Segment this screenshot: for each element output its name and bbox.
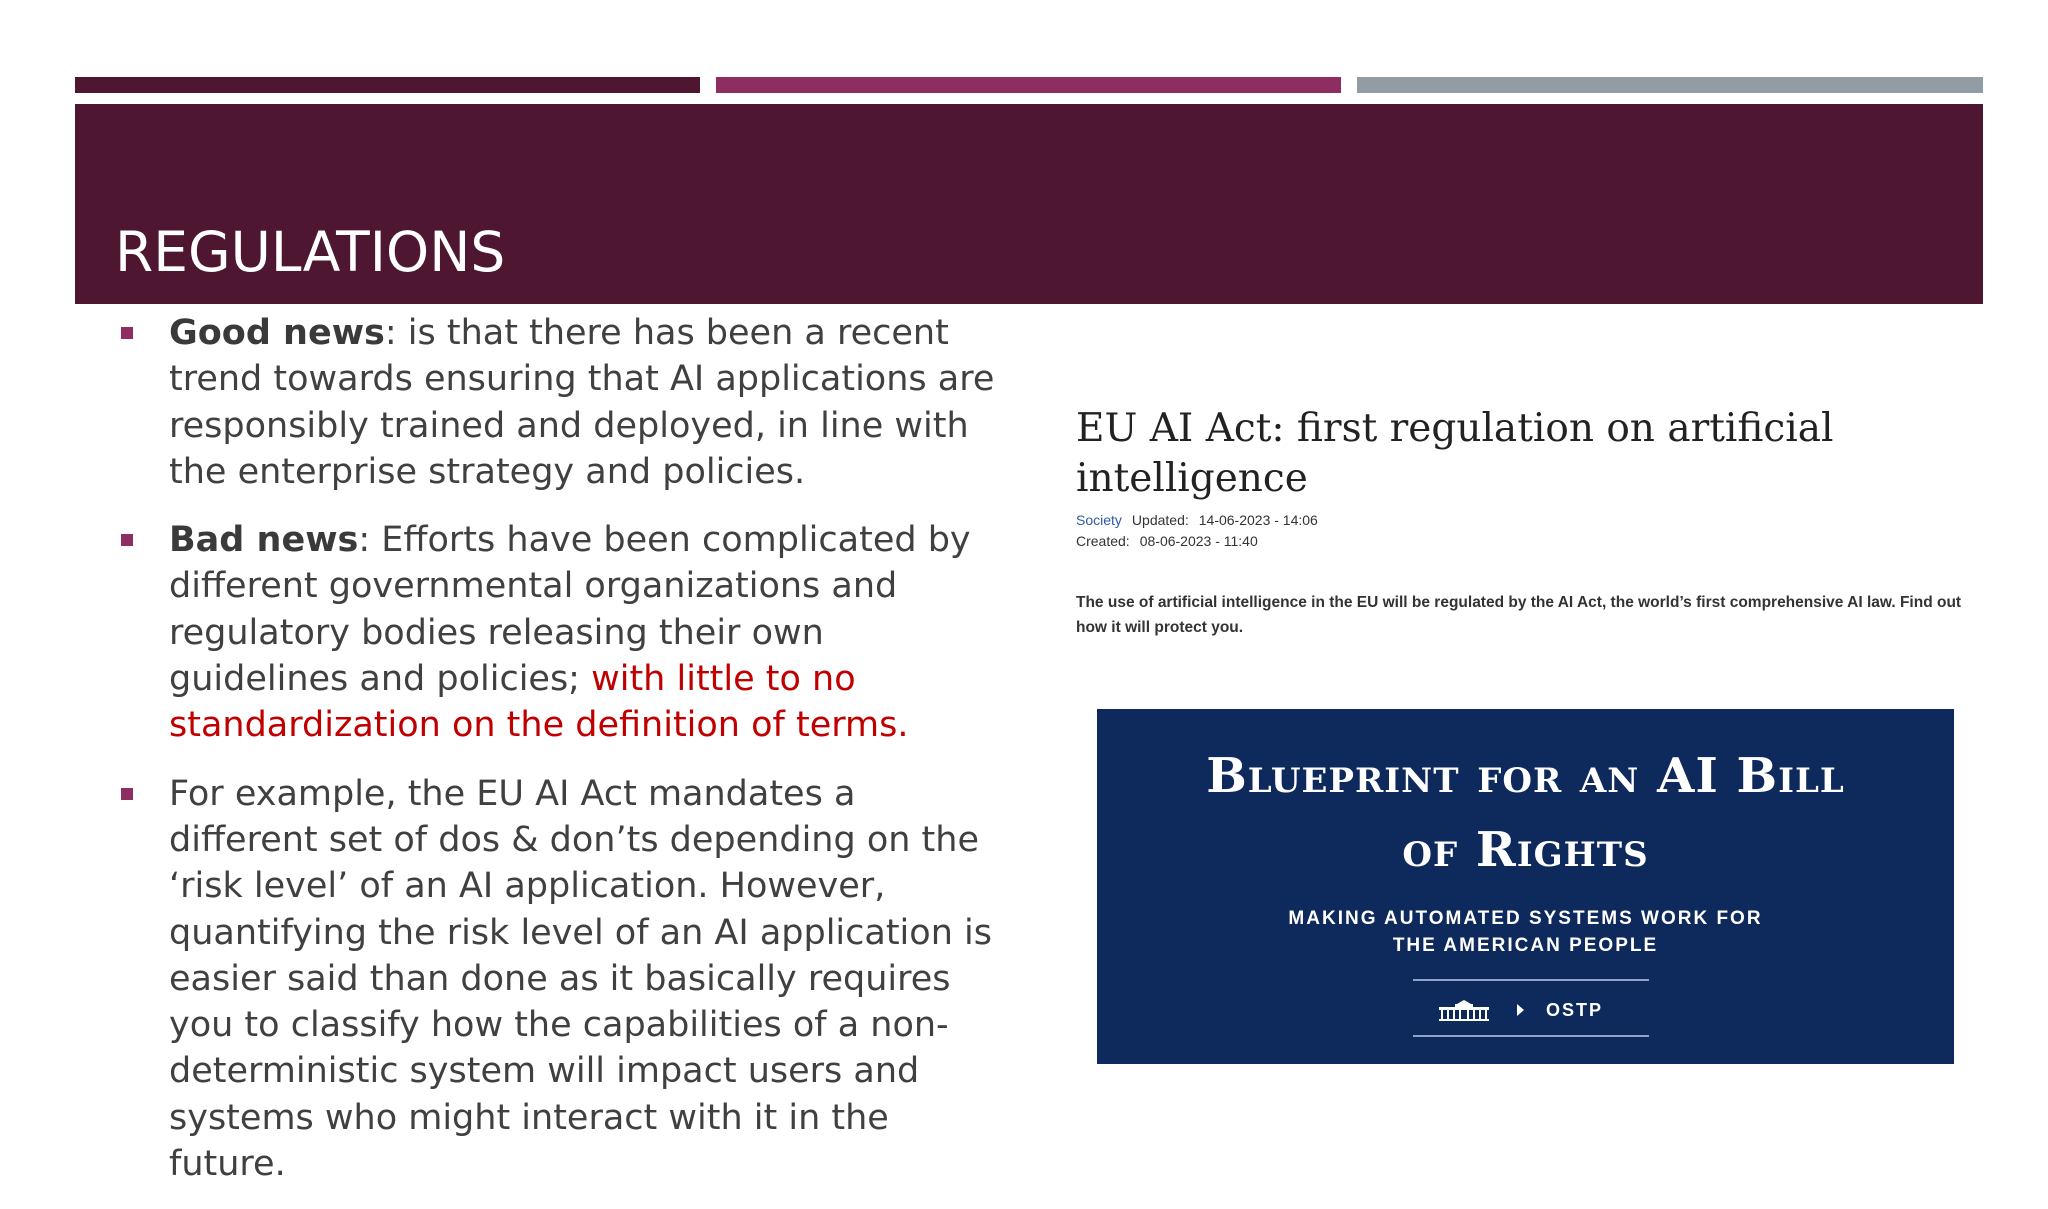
bullet-good-news <box>117 310 1007 495</box>
eu-ai-act-article-image <box>1076 404 1996 654</box>
blueprint-subtitle-line2: THE AMERICAN PEOPLE <box>1392 935 1659 956</box>
square-bullet-icon <box>121 788 133 800</box>
bullet-lead: Good news <box>169 313 385 353</box>
blueprint-subtitle <box>1097 905 1954 959</box>
play-icon <box>1517 1004 1524 1016</box>
article-meta <box>1076 510 1996 552</box>
ostp-label: OSTP <box>1546 999 1604 1020</box>
blueprint-ai-bill-of-rights-image <box>1097 709 1954 1064</box>
blueprint-title-line1: Blueprint for an AI Bill <box>1206 748 1845 804</box>
article-category-link: Society <box>1076 512 1122 528</box>
blueprint-subtitle-line1: MAKING AUTOMATED SYSTEMS WORK FOR <box>1288 908 1763 929</box>
article-headline: EU AI Act: first regulation on artificial intelligence <box>1076 406 1834 501</box>
bullet-bad-news <box>117 517 1007 748</box>
slide-title: REGULATIONS <box>115 220 506 284</box>
title-banner <box>75 104 1983 304</box>
accent-bar-dark <box>75 77 700 93</box>
divider-bottom <box>1413 1035 1649 1037</box>
bullet-text: : is that there has been a recent trend towards ensuring that AI applications are responsibly trained and deployed, in line with the enterprise strategy and policies. <box>169 313 995 492</box>
square-bullet-icon <box>121 534 133 546</box>
bullet-lead: Bad news <box>169 520 359 561</box>
created-label: Created: <box>1076 533 1130 549</box>
article-summary: The use of artificial intelligence in the EU will be regulated by the AI Act, the world’s first comprehensive AI law. Find out how it will protect you. <box>1076 594 1962 636</box>
blueprint-title <box>1097 709 1954 887</box>
updated-label: Updated: <box>1131 512 1189 528</box>
accent-bar-magenta <box>716 77 1341 93</box>
blueprint-title-line2: of Rights <box>1402 822 1649 878</box>
divider-top <box>1413 979 1649 981</box>
bullet-text: For example, the EU AI Act mandates a different set of dos & don’ts depending on the ‘risk level’ of an AI application. However, quantifying the risk level of an AI application is easier said than done as it basically requires you to classify how the capabilities of a non-deterministic system will impact users and systems who might interact with it in the future. <box>169 773 992 1185</box>
bullet-example <box>117 771 1007 1188</box>
ostp-row <box>1437 995 1603 1025</box>
created-value: 08-06-2023 - 11:40 <box>1139 533 1258 549</box>
accent-bar-gray <box>1357 77 1983 93</box>
bullet-text: : Efforts have been complicated by different governmental organizations and regulatory bodies releasing their own guidelines and policies; <box>169 520 971 700</box>
bullet-highlight: with little to no standardization on the definition of terms. <box>169 659 909 746</box>
bullet-list <box>117 310 1007 1209</box>
updated-value: 14-06-2023 - 14:06 <box>1198 512 1318 528</box>
square-bullet-icon <box>121 327 133 339</box>
whitehouse-icon <box>1437 998 1491 1022</box>
